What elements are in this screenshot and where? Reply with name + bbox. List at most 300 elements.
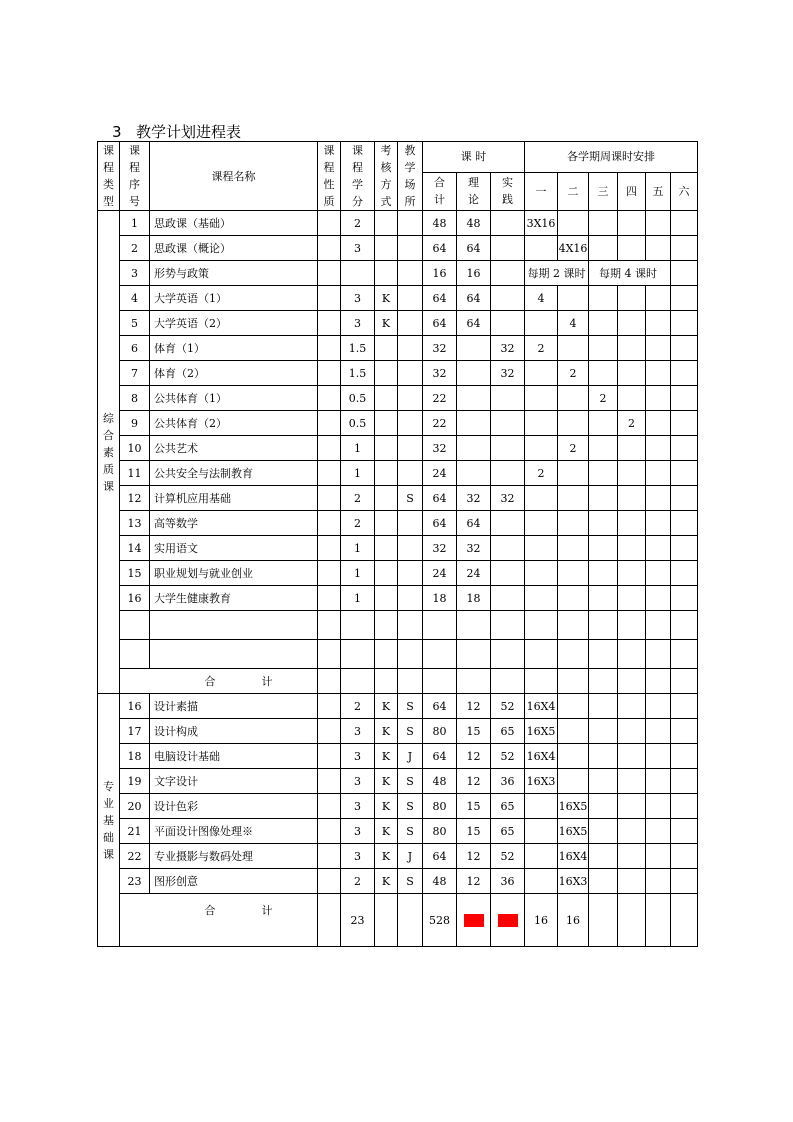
table-row [98,844,698,869]
table-row [98,769,698,794]
venue-cell [398,536,423,561]
term-6-cell [671,211,698,236]
venue-cell [398,236,423,261]
header-term-5: 五 [646,172,671,210]
total-cell [618,669,646,694]
header-term-2: 二 [558,172,589,210]
empty-cell [491,611,525,640]
hours-total-cell: 24 [423,461,457,486]
redaction-box [464,914,484,927]
hours-practice-cell [491,536,525,561]
table-row [98,744,698,769]
term-1-cell [525,361,558,386]
term-6-cell [671,436,698,461]
term-4-cell [618,436,646,461]
term-3-cell [589,336,618,361]
credit-cell: 2 [341,511,375,536]
term-6-cell [671,361,698,386]
assessment-cell [375,486,398,511]
empty-cell [375,611,398,640]
term-6-cell [671,461,698,486]
hours-theory-cell: 24 [457,561,491,586]
term-1-cell: 2 [525,336,558,361]
hours-practice-cell: 36 [491,869,525,894]
seq-cell: 7 [120,361,150,386]
empty-cell [671,640,698,669]
term-2-cell: 4X16 [558,236,589,261]
course-name-cell: 体育（2） [150,361,318,386]
term-6-cell [671,561,698,586]
hours-theory-cell: 12 [457,844,491,869]
header-hours-theory: 理论 [457,172,491,210]
term-1-cell [525,436,558,461]
hours-practice-cell: 32 [491,361,525,386]
term-5-cell [646,336,671,361]
hours-practice-cell [491,261,525,286]
table-row [98,536,698,561]
hours-total-cell: 64 [423,694,457,719]
credit-cell: 0.5 [341,386,375,411]
hours-total-cell: 16 [423,261,457,286]
hours-total-cell: 80 [423,819,457,844]
hours-theory-cell [457,361,491,386]
theory-total-cell [457,894,491,947]
credit-cell: 0.5 [341,411,375,436]
term-3-cell [589,211,618,236]
term-1-cell [525,586,558,611]
group1-course-type: 综合素质课 [98,211,120,694]
assessment-cell [375,386,398,411]
hours-theory-cell [457,411,491,436]
hours-theory-cell: 16 [457,261,491,286]
term-2-cell [558,744,589,769]
term-4-cell [618,844,646,869]
empty-row [98,611,698,640]
hours-practice-cell [491,561,525,586]
section-title: 教学计划进程表 [136,123,242,141]
term-3-cell [589,461,618,486]
term-1-cell: 16X4 [525,744,558,769]
table-row [98,719,698,744]
course-name-cell: 思政课（基础） [150,211,318,236]
hours-theory-cell [457,436,491,461]
hours-theory-cell: 12 [457,769,491,794]
term-6-cell [671,536,698,561]
hours-theory-cell: 32 [457,486,491,511]
credit-cell: 1 [341,536,375,561]
term-3-5-merged-cell: 每期 4 课时 [589,261,671,286]
nature-cell [318,286,341,311]
hours-practice-cell [491,511,525,536]
credit-cell [341,261,375,286]
hours-theory-cell: 12 [457,694,491,719]
seq-cell: 10 [120,436,150,461]
total-cell [375,669,398,694]
empty-cell [457,640,491,669]
table-row [98,411,698,436]
nature-cell [318,361,341,386]
table-row [98,511,698,536]
course-name-cell: 大学英语（1） [150,286,318,311]
term-2-cell: 4 [558,311,589,336]
hours-practice-cell [491,286,525,311]
assessment-cell: K [375,769,398,794]
total-cell [671,669,698,694]
term-4-cell [618,586,646,611]
hours-practice-cell: 36 [491,769,525,794]
nature-cell [318,586,341,611]
empty-cell [525,611,558,640]
seq-cell: 16 [120,694,150,719]
header-schedule: 各学期周课时安排 [525,142,698,173]
seq-cell: 22 [120,844,150,869]
venue-cell [398,561,423,586]
term-6-cell [671,719,698,744]
course-name-cell: 公共体育（2） [150,411,318,436]
term-1-2-merged-cell: 每期 2 课时 [525,261,589,286]
hours-theory-cell: 64 [457,311,491,336]
total-cell [318,669,341,694]
term-4-cell [618,536,646,561]
credit-cell: 1 [341,561,375,586]
section-number: 3 [112,123,122,141]
hours-theory-cell [457,386,491,411]
assessment-cell [375,511,398,536]
hours-total-cell: 80 [423,719,457,744]
nature-cell [318,794,341,819]
term-5-cell [646,411,671,436]
nature-cell [318,561,341,586]
empty-cell [491,640,525,669]
course-name-cell: 公共体育（1） [150,386,318,411]
hours-theory-cell: 48 [457,211,491,236]
seq-cell: 2 [120,236,150,261]
term-3-cell [589,536,618,561]
table-row [98,236,698,261]
table-row [98,586,698,611]
term-3-cell [589,819,618,844]
term-1-cell: 16X4 [525,694,558,719]
term-4-cell [618,869,646,894]
hours-total-cell: 24 [423,561,457,586]
course-name-cell: 实用语文 [150,536,318,561]
term-5-cell [646,719,671,744]
term-4-cell [618,286,646,311]
term-2-cell [558,719,589,744]
course-name-cell: 设计色彩 [150,794,318,819]
hours-practice-cell [491,586,525,611]
term-6-cell [671,844,698,869]
term-3-cell [589,436,618,461]
term-3-cell [589,236,618,261]
term-5-cell [646,311,671,336]
term-4-cell [618,236,646,261]
nature-cell [318,461,341,486]
venue-cell [398,586,423,611]
hours-practice-cell [491,386,525,411]
hours-theory-cell: 64 [457,511,491,536]
table-row [98,211,698,236]
term-2-cell: 2 [558,436,589,461]
term-3-cell: 2 [589,386,618,411]
total-cell [589,669,618,694]
term-4-cell [618,336,646,361]
course-name-cell: 电脑设计基础 [150,744,318,769]
venue-cell [398,286,423,311]
hours-practice-cell [491,461,525,486]
course-name-cell: 高等数学 [150,511,318,536]
seq-cell: 6 [120,336,150,361]
empty-cell [618,640,646,669]
hours-practice-cell: 32 [491,336,525,361]
seq-cell: 17 [120,719,150,744]
term-1-cell [525,819,558,844]
header-term-3: 三 [589,172,618,210]
venue-cell: S [398,794,423,819]
seq-cell: 5 [120,311,150,336]
total-cell [398,669,423,694]
assessment-cell: K [375,719,398,744]
hours-practice-cell: 65 [491,719,525,744]
term-4-cell [618,386,646,411]
hours-theory-cell: 64 [457,286,491,311]
term-total-cell [589,894,618,947]
hours-practice-cell: 52 [491,744,525,769]
empty-cell [341,611,375,640]
header-course-type: 课程类型 [98,142,120,211]
credit-cell: 3 [341,819,375,844]
term-2-cell [558,769,589,794]
hours-total-cell: 64 [423,236,457,261]
term-2-cell [558,561,589,586]
empty-cell [423,640,457,669]
header-hours: 课 时 [423,142,525,173]
assessment-cell [375,361,398,386]
header-hours-practice: 实践 [491,172,525,210]
seq-cell: 15 [120,561,150,586]
table-row [98,336,698,361]
term-5-cell [646,461,671,486]
hours-theory-cell: 64 [457,236,491,261]
term-2-cell [558,536,589,561]
nature-cell [318,261,341,286]
credit-cell: 3 [341,794,375,819]
total-cell [457,669,491,694]
table-row [98,869,698,894]
nature-cell [318,511,341,536]
hours-theory-cell: 15 [457,794,491,819]
empty-cell [558,640,589,669]
seq-cell: 11 [120,461,150,486]
nature-cell [318,436,341,461]
group2-course-type: 专业基础课 [98,694,120,947]
credit-cell: 3 [341,769,375,794]
term-6-cell [671,586,698,611]
credit-cell: 2 [341,486,375,511]
table-row [98,694,698,719]
hours-total-cell: 48 [423,211,457,236]
course-name-cell: 大学英语（2） [150,311,318,336]
hours-total-cell: 64 [423,511,457,536]
term-6-cell [671,511,698,536]
term-6-cell [671,744,698,769]
assessment-cell: K [375,311,398,336]
table-row [98,286,698,311]
total-label-b: 计 [261,903,273,917]
course-name-cell: 大学生健康教育 [150,586,318,611]
hours-theory-cell [457,461,491,486]
credit-cell: 2 [341,694,375,719]
hours-practice-cell: 32 [491,486,525,511]
term-4-cell [618,511,646,536]
total-label-a: 合 [204,674,216,688]
header-course-nature: 课程性质 [318,142,341,211]
header-venue: 教学场所 [398,142,423,211]
assessment-cell [375,561,398,586]
term-1-cell [525,844,558,869]
hours-practice-cell [491,236,525,261]
term-2-cell: 16X5 [558,794,589,819]
course-name-cell: 体育（1） [150,336,318,361]
term-4-cell [618,819,646,844]
hours-total-cell: 64 [423,286,457,311]
hours-total-cell: 32 [423,436,457,461]
term-2-cell [558,386,589,411]
seq-cell: 18 [120,744,150,769]
hours-practice-cell: 52 [491,694,525,719]
nature-cell [318,211,341,236]
empty-cell [120,640,150,669]
term-total-cell [671,894,698,947]
empty-cell [457,611,491,640]
credit-cell: 2 [341,211,375,236]
hours-practice-cell: 52 [491,844,525,869]
term-5-cell [646,561,671,586]
term-3-cell [589,694,618,719]
nature-cell [318,486,341,511]
group2-total-row [98,894,698,947]
seq-cell: 9 [120,411,150,436]
header-term-6: 六 [671,172,698,210]
empty-cell [618,611,646,640]
total-label-b: 计 [261,674,273,688]
term-5-cell [646,361,671,386]
term-5-cell [646,694,671,719]
header-hours-total: 合计 [423,172,457,210]
seq-cell: 21 [120,819,150,844]
venue-cell [398,311,423,336]
term-6-cell [671,336,698,361]
course-name-cell: 设计素描 [150,694,318,719]
term-5-cell [646,869,671,894]
term-3-cell [589,561,618,586]
term-3-cell [589,869,618,894]
seq-cell: 23 [120,869,150,894]
empty-cell [671,611,698,640]
table-row [98,361,698,386]
hours-theory-cell: 12 [457,869,491,894]
term-4-cell: 2 [618,411,646,436]
empty-cell [646,611,671,640]
course-name-cell: 形势与政策 [150,261,318,286]
total-credit-cell: 23 [341,894,375,947]
nature-cell [318,894,341,947]
venue-cell [398,336,423,361]
term-3-cell [589,411,618,436]
term-5-cell [646,794,671,819]
venue-cell [398,386,423,411]
total-cell [646,669,671,694]
term-2-cell: 2 [558,361,589,386]
total-cell [423,669,457,694]
table-row [98,386,698,411]
credit-cell: 1.5 [341,361,375,386]
term-6-cell [671,311,698,336]
assessment-cell [375,536,398,561]
term-1-cell [525,536,558,561]
term-1-cell: 16X5 [525,719,558,744]
venue-cell [398,361,423,386]
course-name-cell: 公共艺术 [150,436,318,461]
term-5-cell [646,744,671,769]
header-assessment: 考核方式 [375,142,398,211]
total-cell [341,669,375,694]
assessment-cell [375,436,398,461]
term-3-cell [589,486,618,511]
venue-cell [398,511,423,536]
term-1-cell [525,561,558,586]
term-4-cell [618,461,646,486]
total-cell [525,669,558,694]
term-1-cell: 4 [525,286,558,311]
header-course-name: 课程名称 [150,142,318,211]
hours-theory-cell: 15 [457,719,491,744]
table-row [98,561,698,586]
term-1-cell [525,869,558,894]
term-1-cell [525,411,558,436]
hours-total-cell: 48 [423,869,457,894]
term-3-cell [589,286,618,311]
term-2-total-cell: 16 [558,894,589,947]
header-term-1: 一 [525,172,558,210]
term-2-cell [558,336,589,361]
hours-theory-cell [457,336,491,361]
seq-cell: 14 [120,536,150,561]
hours-total-cell: 22 [423,386,457,411]
assessment-cell: K [375,819,398,844]
term-4-cell [618,694,646,719]
term-5-cell [646,486,671,511]
assessment-cell [375,586,398,611]
credit-cell: 3 [341,286,375,311]
term-5-cell [646,211,671,236]
nature-cell [318,536,341,561]
term-2-cell [558,694,589,719]
term-4-cell [618,211,646,236]
assessment-cell [375,894,398,947]
course-name-cell: 职业规划与就业创业 [150,561,318,586]
term-5-cell [646,236,671,261]
course-name-cell: 设计构成 [150,719,318,744]
group1-total-row [98,669,698,694]
credit-cell: 3 [341,719,375,744]
group2-total-label [120,894,318,947]
term-2-cell [558,411,589,436]
empty-cell [398,611,423,640]
seq-cell: 19 [120,769,150,794]
credit-cell: 1 [341,436,375,461]
venue-cell: S [398,769,423,794]
